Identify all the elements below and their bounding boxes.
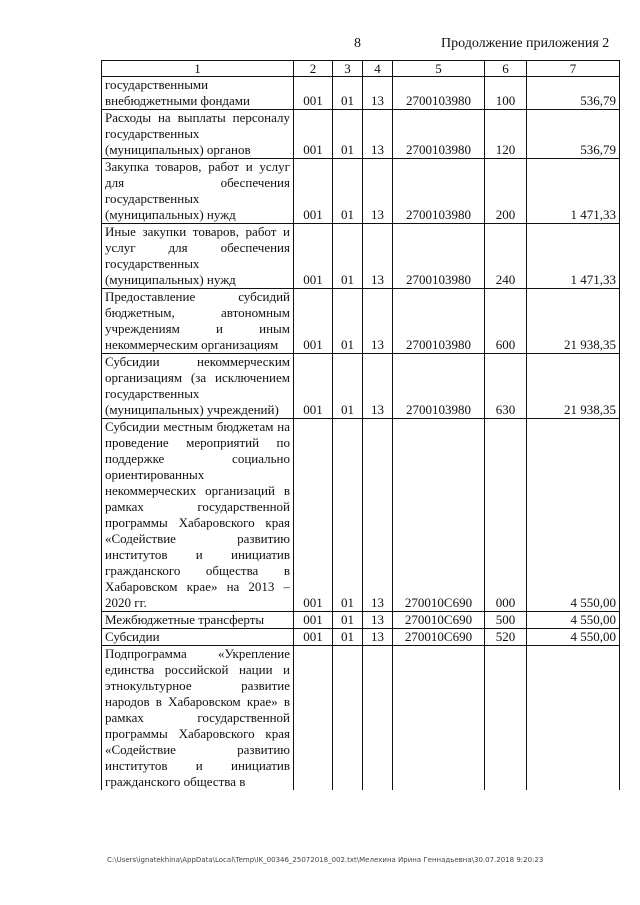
cell-expense-type: 200 [485, 159, 527, 224]
budget-table [101, 60, 620, 790]
cell-subsection: 13 [363, 629, 393, 646]
cell-target-article: 2700103980 [393, 110, 485, 159]
table-row [102, 629, 620, 646]
row-name: Закупка товаров, работ и услуг для обеспечения государственных (муниципальных) нужд [102, 159, 294, 224]
cell-expense-type: 000 [485, 419, 527, 612]
continuation-label: Продолжение приложения 2 [441, 36, 610, 51]
row-name: государственными внебюджетными фондами [102, 77, 294, 110]
row-name: Расходы на выплаты персоналу государственных (муниципальных) органов [102, 110, 294, 159]
cell-expense-type: 100 [485, 77, 527, 110]
cell-amount: 21 938,35 [527, 289, 620, 354]
row-name: Предоставление субсидий бюджетным, автономным учреждениям и иным некоммерческим организациям [102, 289, 294, 354]
table-row [102, 612, 620, 629]
cell-target-article: 270010С690 [393, 419, 485, 612]
cell-subsection: 13 [363, 159, 393, 224]
cell-target-article: 270010С690 [393, 612, 485, 629]
cell-ministry-code: 001 [294, 419, 333, 612]
cell-subsection: 13 [363, 419, 393, 612]
cell-ministry-code: 001 [294, 629, 333, 646]
cell-target-article: 2700103980 [393, 224, 485, 289]
cell-section: 01 [333, 77, 363, 110]
cell-amount: 4 550,00 [527, 629, 620, 646]
cell-expense-type [485, 646, 527, 791]
cell-section: 01 [333, 629, 363, 646]
cell-ministry-code: 001 [294, 354, 333, 419]
cell-ministry-code: 001 [294, 612, 333, 629]
cell-target-article: 2700103980 [393, 289, 485, 354]
table-row [102, 77, 620, 110]
cell-amount: 1 471,33 [527, 224, 620, 289]
table-row [102, 646, 620, 791]
cell-ministry-code: 001 [294, 289, 333, 354]
page-number: 8 [354, 36, 361, 51]
row-name: Подпрограмма «Укрепление единства российской нации и этнокультурное развитие народов в Хабаровском крае» в рамках государственной программы Хабаровского края «Содействие развитию институтов и инициатив гражданского общества в [102, 646, 294, 791]
column-header: 4 [363, 61, 393, 77]
cell-section: 01 [333, 289, 363, 354]
cell-amount: 1 471,33 [527, 159, 620, 224]
column-header: 2 [294, 61, 333, 77]
cell-target-article: 270010С690 [393, 629, 485, 646]
cell-ministry-code: 001 [294, 77, 333, 110]
cell-target-article: 2700103980 [393, 354, 485, 419]
cell-target-article: 2700103980 [393, 159, 485, 224]
cell-expense-type: 500 [485, 612, 527, 629]
row-name: Иные закупки товаров, работ и услуг для обеспечения государственных (муниципальных) нужд [102, 224, 294, 289]
table-header-row [102, 61, 620, 77]
column-header: 3 [333, 61, 363, 77]
table-row [102, 110, 620, 159]
cell-section: 01 [333, 612, 363, 629]
cell-subsection: 13 [363, 612, 393, 629]
cell-subsection: 13 [363, 110, 393, 159]
cell-expense-type: 520 [485, 629, 527, 646]
column-header: 5 [393, 61, 485, 77]
column-header: 7 [527, 61, 620, 77]
cell-amount: 21 938,35 [527, 354, 620, 419]
cell-amount [527, 646, 620, 791]
cell-ministry-code [294, 646, 333, 791]
cell-section [333, 646, 363, 791]
footer-file-path: C:\Users\ignatekhina\AppData\Local\Temp\IK_00346_25072018_002.txt\Мелехина Ирина Геннадьевна\30.07.2018 9:20:23 [107, 856, 544, 864]
cell-amount: 536,79 [527, 77, 620, 110]
cell-subsection: 13 [363, 77, 393, 110]
cell-amount: 4 550,00 [527, 419, 620, 612]
cell-ministry-code: 001 [294, 110, 333, 159]
table-row [102, 224, 620, 289]
row-name: Субсидии [102, 629, 294, 646]
cell-expense-type: 600 [485, 289, 527, 354]
cell-amount: 536,79 [527, 110, 620, 159]
cell-expense-type: 240 [485, 224, 527, 289]
table-row [102, 354, 620, 419]
cell-subsection: 13 [363, 289, 393, 354]
cell-expense-type: 630 [485, 354, 527, 419]
cell-subsection: 13 [363, 354, 393, 419]
cell-subsection [363, 646, 393, 791]
cell-section: 01 [333, 110, 363, 159]
cell-ministry-code: 001 [294, 159, 333, 224]
cell-section: 01 [333, 224, 363, 289]
table-row [102, 289, 620, 354]
table-row [102, 159, 620, 224]
cell-section: 01 [333, 159, 363, 224]
row-name: Субсидии местным бюджетам на проведение мероприятий по поддержке социально ориентированных некоммерческих организаций в рамках государственной программы Хабаровского края «Содействие развитию институтов и инициатив гражданского общества в Хабаровском крае» на 2013 – 2020 гг. [102, 419, 294, 612]
column-header: 1 [102, 61, 294, 77]
cell-ministry-code: 001 [294, 224, 333, 289]
cell-section: 01 [333, 419, 363, 612]
cell-amount: 4 550,00 [527, 612, 620, 629]
cell-expense-type: 120 [485, 110, 527, 159]
column-header: 6 [485, 61, 527, 77]
row-name: Межбюджетные трансферты [102, 612, 294, 629]
cell-target-article [393, 646, 485, 791]
cell-subsection: 13 [363, 224, 393, 289]
cell-section: 01 [333, 354, 363, 419]
cell-target-article: 2700103980 [393, 77, 485, 110]
table-row [102, 419, 620, 612]
row-name: Субсидии некоммерческим организациям (за исключением государственных (муниципальных) учреждений) [102, 354, 294, 419]
